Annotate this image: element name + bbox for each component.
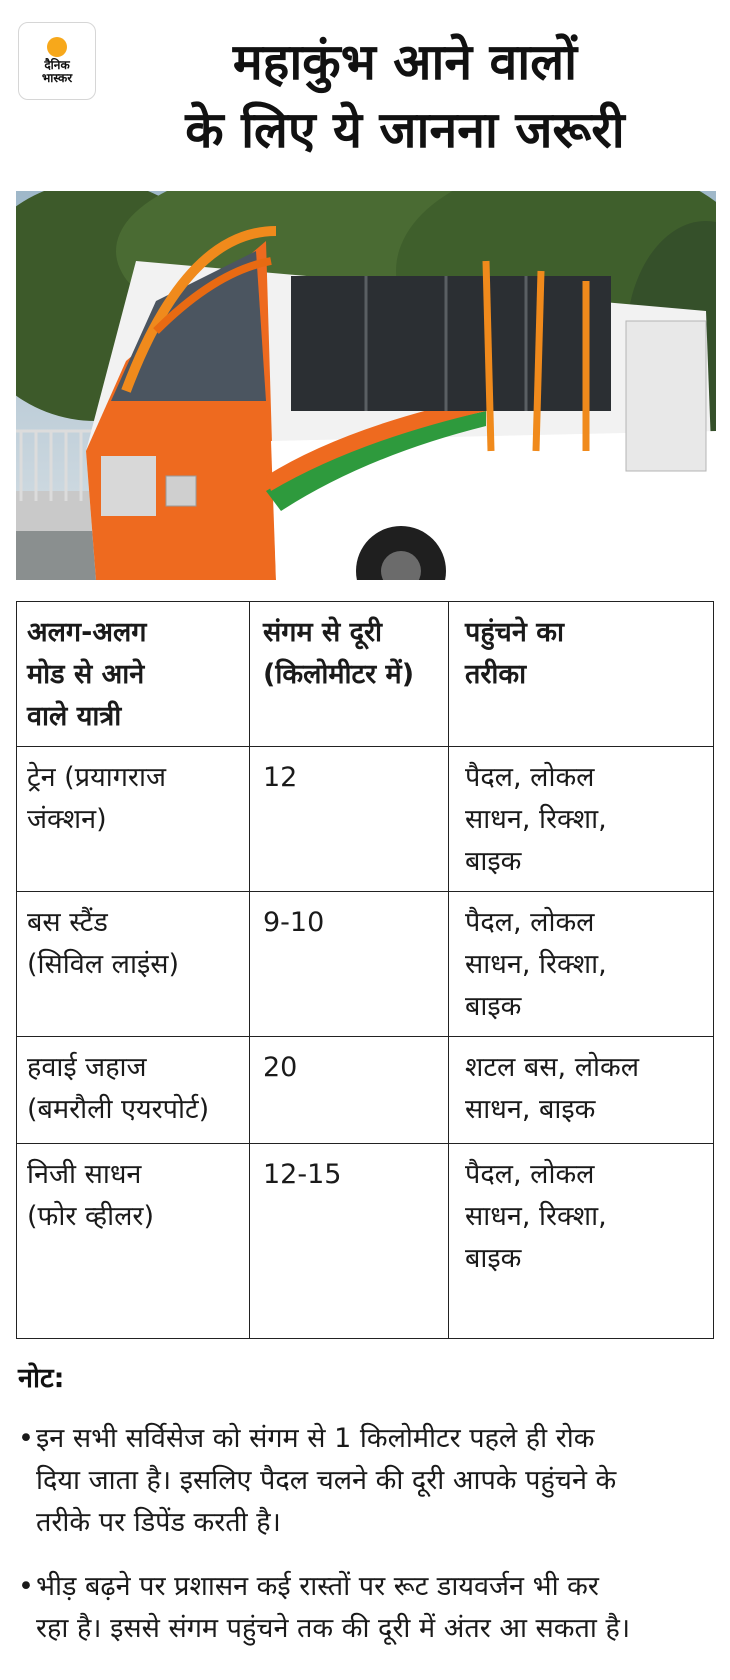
cell-line: हवाई जहाज (27, 1052, 147, 1083)
dainik-bhaskar-logo (18, 22, 96, 100)
bullet-dot-icon: • (18, 1423, 34, 1454)
table-row-divider (17, 746, 713, 747)
cell-line: बाइक (465, 991, 522, 1022)
logo-line-2: भास्कर (41, 71, 73, 85)
cell-line: (सिविल लाइंस) (27, 949, 180, 980)
cell-line: साधन, रिक्शा, (465, 804, 607, 835)
table-cell-distance: 12-15 (263, 1159, 342, 1190)
table-cell-distance: 9-10 (263, 907, 325, 938)
table-row-divider (17, 1036, 713, 1037)
table-cell-method (465, 1154, 705, 1280)
table-col-divider (448, 602, 449, 1338)
note-line: इन सभी सर्विसेज को संगम से 1 किलोमीटर पहले ही रोक (36, 1423, 595, 1454)
header-line: संगम से दूरी (263, 617, 383, 648)
cell-line: (फोर व्हीलर) (27, 1201, 154, 1232)
logo-line-1: दैनिक (44, 58, 70, 72)
table-header-mode (27, 612, 242, 738)
cell-line: बस स्टैंड (27, 907, 108, 938)
table-cell-mode (27, 902, 242, 986)
header-line: मोड से आने (27, 659, 145, 690)
note-line: रहा है। इससे संगम पहुंचने तक की दूरी में अंतर आ सकता है। (36, 1613, 631, 1644)
cell-line: शटल बस, लोकल (465, 1052, 640, 1083)
headline-line-1: महाकुंभ आने वालों (232, 33, 578, 91)
table-row-divider (17, 1143, 713, 1144)
cell-line: पैदल, लोकल (465, 1159, 595, 1190)
table-cell-method (465, 1047, 710, 1131)
cell-line: ट्रेन (प्रयागराज (27, 762, 166, 793)
note-text (36, 1566, 726, 1650)
note-line: भीड़ बढ़ने पर प्रशासन कई रास्तों पर रूट डायवर्जन भी कर (36, 1571, 599, 1602)
table-col-divider (249, 602, 250, 1338)
cell-line: जंक्शन) (27, 804, 107, 835)
table-cell-distance: 20 (263, 1052, 298, 1083)
note-bullet-2 (18, 1566, 718, 1656)
table-cell-method (465, 757, 705, 883)
table-cell-mode (27, 757, 242, 841)
cell-line: निजी साधन (27, 1159, 142, 1190)
table-row-divider (17, 891, 713, 892)
note-bullet-1 (18, 1418, 718, 1548)
cell-line: साधन, रिक्शा, (465, 949, 607, 980)
header-line: पहुंचने का (465, 617, 564, 648)
table-cell-mode (27, 1047, 242, 1131)
bus-illustration (16, 191, 716, 580)
table-header-distance (263, 612, 443, 696)
cell-line: बाइक (465, 1243, 522, 1274)
logo-sun-icon (47, 37, 67, 57)
cell-line: पैदल, लोकल (465, 907, 595, 938)
header-line: तरीका (465, 659, 527, 690)
header-line: अलग-अलग (27, 617, 147, 648)
headline (100, 28, 710, 164)
table-cell-mode (27, 1154, 242, 1238)
note-title: नोट: (18, 1363, 65, 1394)
header-line: (किलोमीटर में) (263, 659, 415, 690)
headline-line-2: के लिए ये जानना जरूरी (185, 101, 625, 159)
cell-line: (बमरौली एयरपोर्ट) (27, 1094, 210, 1125)
cell-line: साधन, रिक्शा, (465, 1201, 607, 1232)
table-cell-method (465, 902, 705, 1028)
cell-line: बाइक (465, 846, 522, 877)
header-line: वाले यात्री (27, 701, 122, 732)
bus-photo (16, 191, 716, 580)
bullet-dot-icon: • (18, 1571, 34, 1602)
table-header-method (465, 612, 705, 696)
cell-line: पैदल, लोकल (465, 762, 595, 793)
table-cell-distance: 12 (263, 762, 298, 793)
note-text (36, 1418, 726, 1544)
note-line: दिया जाता है। इसलिए पैदल चलने की दूरी आपके पहुंचने के (36, 1465, 617, 1496)
transport-table (16, 601, 714, 1339)
note-line: तरीके पर डिपेंड करती है। (36, 1507, 281, 1538)
cell-line: साधन, बाइक (465, 1094, 596, 1125)
